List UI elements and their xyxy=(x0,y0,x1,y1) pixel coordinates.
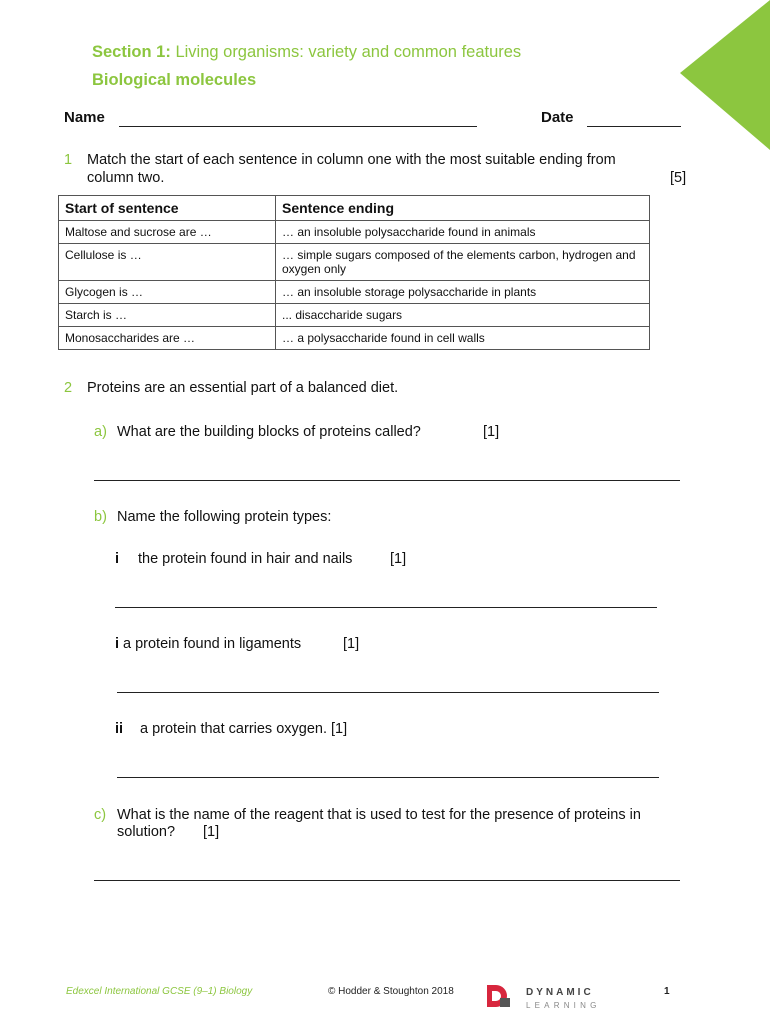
date-field[interactable] xyxy=(587,126,681,127)
table-cell-ending: … a polysaccharide found in cell walls xyxy=(276,327,650,350)
q2a-letter: a) xyxy=(94,424,107,440)
table-cell-ending: … simple sugars composed of the elements carbon, hydrogen and oxygen only xyxy=(276,244,650,281)
section-title xyxy=(92,43,521,62)
q2c-letter: c) xyxy=(94,807,107,823)
table-cell-ending: … an insoluble storage polysaccharide in plants xyxy=(276,281,650,304)
q2b-ii-number: i xyxy=(115,636,120,652)
dynamic-learning-logo-icon xyxy=(486,982,601,1010)
table-row xyxy=(59,221,650,244)
table-header-row xyxy=(59,196,650,221)
table-cell-start: Cellulose is … xyxy=(59,244,276,281)
q2-number: 2 xyxy=(64,380,73,396)
q2c-answer-line[interactable] xyxy=(94,880,680,881)
table-cell-ending: ... disaccharide sugars xyxy=(276,304,650,327)
q1-text-line2: column two. xyxy=(87,170,165,186)
q2b-ii-marks: [1] xyxy=(343,636,360,652)
q1-text-line1: Match the start of each sentence in column one with the most suitable ending from xyxy=(87,152,616,168)
column-header-start: Start of sentence xyxy=(59,196,276,221)
q2b-ii-answer-line[interactable] xyxy=(117,692,659,693)
q2a-answer-line[interactable] xyxy=(94,480,680,481)
table-cell-start: Glycogen is … xyxy=(59,281,276,304)
q2b-letter: b) xyxy=(94,509,107,525)
table-row xyxy=(59,281,650,304)
section-label: Section 1: xyxy=(92,43,171,61)
table-row xyxy=(59,327,650,350)
q2c-marks: [1] xyxy=(203,824,220,840)
q1-marks: [5] xyxy=(670,170,687,186)
q2c-text-line1: What is the name of the reagent that is used to test for the presence of proteins in xyxy=(117,807,641,823)
q2a-marks: [1] xyxy=(483,424,500,440)
q2-text: Proteins are an essential part of a balanced diet. xyxy=(87,380,399,396)
section-name: Living organisms: variety and common features xyxy=(170,43,522,61)
name-label: Name xyxy=(64,109,105,126)
table-cell-start: Monosaccharides are … xyxy=(59,327,276,350)
q2b-text: Name the following protein types: xyxy=(117,509,332,525)
dynamic-learning-logo xyxy=(486,982,601,1010)
q2b-ii-text: a protein found in ligaments xyxy=(123,636,302,652)
logo-text-top: DYNAMIC xyxy=(526,987,594,998)
column-header-ending: Sentence ending xyxy=(276,196,650,221)
matching-table xyxy=(58,195,650,350)
page-subtitle: Biological molecules xyxy=(92,71,257,89)
table-row xyxy=(59,304,650,327)
q2b-i-marks: [1] xyxy=(390,551,407,567)
q1-number: 1 xyxy=(64,152,73,168)
footer-copyright: © Hodder & Stoughton 2018 xyxy=(328,986,454,997)
logo-text-bottom: LEARNING xyxy=(526,1001,601,1010)
table-cell-start: Maltose and sucrose are … xyxy=(59,221,276,244)
q2b-iii-answer-line[interactable] xyxy=(117,777,659,778)
corner-triangle xyxy=(680,0,770,150)
table-cell-start: Starch is … xyxy=(59,304,276,327)
q2c-text-line2: solution? xyxy=(117,824,176,840)
q2a-text: What are the building blocks of proteins called? xyxy=(117,424,421,440)
q2b-iii-text: a protein that carries oxygen. [1] xyxy=(140,721,348,737)
page-number: 1 xyxy=(664,986,670,997)
q2b-i-number: i xyxy=(115,551,120,567)
q2b-iii-number: ii xyxy=(115,721,124,737)
q2b-i-answer-line[interactable] xyxy=(115,607,657,608)
date-label: Date xyxy=(541,109,574,126)
q2b-i-text: the protein found in hair and nails xyxy=(138,551,353,567)
table-row xyxy=(59,244,650,281)
name-field[interactable] xyxy=(119,126,477,127)
table-cell-ending: … an insoluble polysaccharide found in animals xyxy=(276,221,650,244)
footer-course: Edexcel International GCSE (9–1) Biology xyxy=(66,986,253,997)
